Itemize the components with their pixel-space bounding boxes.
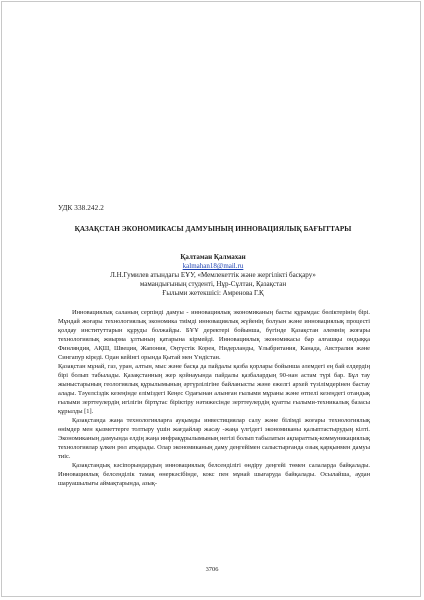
- body-paragraph-3: Қазақстанда жаңа технологияларға ауқымды инвестициялар салу және білімді жоғары технологиялық өнімдер мен қызметтерге толтыру үшін жағдайлар жасау -жаңа үлгідегі экономиканы қалыптастырудың кілті. Экономиканың дамуында елдің жаңа инфрақұрылымының негізі болып табылатын ақпараттық-коммуникациялық технологиялар ұлкен рөл атқарады. Олар экономиканың даму деңгейімен салыстырғанда озық қарқынмен дамуы тиіс.: [58, 417, 370, 460]
- body-paragraph-4: Қазақстандық кәсіпорындардың инновациялық белсенділігі өндіру деңгейі төмен салаларда байқалады. Инновациялық белсенділік тамақ өнеркәсібінде, кокс пен мұнай шығаруда байқалады. Осылайша, аудан шаруашылығы аймақтарында, азық-: [58, 462, 370, 487]
- udc-code: УДК 338.242.2: [58, 204, 104, 212]
- page-number: 3706: [205, 566, 219, 573]
- article-body: [58, 308, 370, 488]
- page-frame: [1, 1, 421, 597]
- article-title: ҚАЗАҚСТАН ЭКОНОМИКАСЫ ДАМУЫНЫҢ ИННОВАЦИЯЛЫҚ БАҒЫТТАРЫ: [74, 225, 352, 233]
- author-name: Қалтаман Қалмахан: [180, 253, 246, 261]
- scientific-supervisor: Ғылыми жетекшісі: Амренова Г.Қ: [162, 289, 264, 297]
- author-block: [58, 253, 368, 298]
- author-affiliation-line-1: Л.Н.Гумилев атындағы ЕҰУ, «Мемлекеттік және жергілікті басқару»: [110, 271, 316, 279]
- author-affiliation-line-2: мамандығының студенті, Нұр-Сұлтан, Қазақстан: [139, 280, 287, 288]
- author-email-link[interactable]: kalmahan18@mail.ru: [182, 262, 244, 270]
- body-paragraph-2: Қазақстан мұнай, газ, уран, алтын, мыс және басқа да пайдалы қазба қорлары бойынша әлемдегі ең бай елдердің бірі болып табылады. Қазақстанның жер қойнауында пайдалы қазбалардың 90-нан астам түрі бар. Бұл тау жыныстарының геологиялық құрылымының әртүрлілігіне байланысты және ежелгі архей түзілімдерінен бастау алады. Тәуелсіздік кезеңінде еліміздегі Кеңес Одағынан алынған ғылыми мұраны және өтпелі кезеңдегі отандық ғылыми зерттеулердің игілігін біртұтас біріктіру нәтижесінде зерттеулердің қуатты ғылыми-техникалық базасы құрылды [1].: [58, 363, 370, 415]
- body-paragraph-1: Инновациялық саланың серпінді дамуы - инновациялық экономиканың басты құрамдас бөліктерінің бірі. Мұндай жоғары технологиялық экономика тиімді инновациялық жүйенің болуын және инновациялық процесті қолдау институттарын құруды болжайды. БҰҰ деректері бойынша, бүгінде Қазақстан әлемнің жоғары технологиялық жиырма ұлтының қатарына кірмейді. Инновациялық экономикасы бар алғашқы ондыққа Финляндия, АҚШ, Швеция, Жапония, Оңтүстік Корея, Нидерланды, Ұлыбритания, Канада, Австралия және Сингапур кіреді. Одан кейінгі орында Қытай мен Үндістан.: [58, 309, 370, 361]
